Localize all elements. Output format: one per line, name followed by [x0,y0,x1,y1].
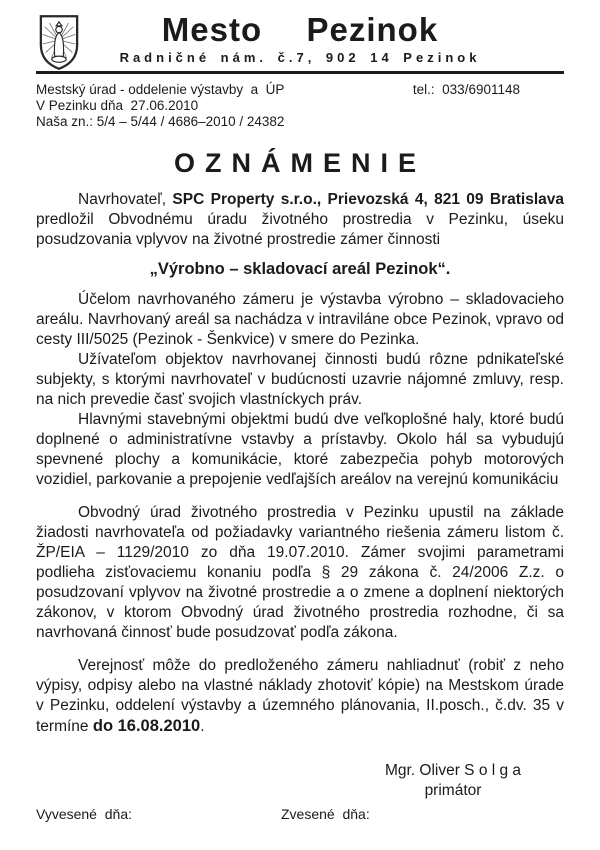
public-notice-text: Verejnosť môže do predloženého zámeru nahliadnuť (robiť z neho výpisy, odpisy alebo na vlastné náklady zhotoviť kópie) na Mestskom úrade v Pezinku, oddelení výstavby a územného plánovania, II.posch., č.dv. 35 v termíne [36,657,564,735]
applicant-name: SPC Property s.r.o., Prievozská 4, 821 09 Bratislava [172,191,564,208]
phone-line: tel.: 033/6901148 [412,82,520,97]
intro-lead: Navrhovateľ, [78,191,173,208]
paragraph-users: Užívateľom objektov navrhovanej činnosti budú rôzne pdnikateľské subjekty, s ktorými navrhovateľ v budúcnosti uzavrie nájomné zmluvy, resp. na nich prevedie časť svojich vlastníckych práv. [36,351,564,408]
meta-block [36,82,564,130]
public-notice-end: . [200,718,205,735]
paragraph-buildings: Hlavnými stavebnými objektmi budú dve veľkoplošné haly, ktoré budú doplnené o administratívne vstavby a prístavby. Okolo hál sa vybudujú spevnené plochy a komunikácie, ktoré zabezpečia pohyb motorových vozidiel, parkovanie a prepojenie vedľajších areálov na verejnú komunikáciu [36,411,564,488]
signature-block [368,761,538,801]
subject-line: „Výrobno – skladovací areál Pezinok“. [149,260,451,278]
city-address: Radničné nám. č.7, 902 14 Pezinok [119,50,481,65]
meta-left [36,82,284,130]
intro-rest: predložil Obvodnému úradu životného prostredia v Pezinku, úseku posudzovania vplyvov na životné prostredie zámer činnosti [36,211,564,248]
reference-line: Naša zn.: 5/4 – 5/44 / 4686–2010 / 24382 [36,114,285,129]
paragraph-purpose: Účelom navrhovaného zámeru je výstavba výrobno – skladovacieho areálu. Navrhovaný areál sa nachádza v intraviláne obce Pezinok, vpravo od cesty III/5025 (Pezinok - Šenkvice) v smere do Pezinka. [36,291,564,348]
signer-name: Mgr. Oliver S o l g a [384,762,522,779]
deadline-date: do 16.08.2010 [92,717,201,735]
document-title: OZNÁMENIE [174,148,426,178]
office-line: Mestský úrad - oddelenie výstavby a ÚP [36,82,285,97]
pezinok-coat-of-arms-icon [38,14,80,72]
letterhead-divider [36,71,564,74]
intro-paragraph [36,190,564,250]
city-title: Mesto Pezinok [161,11,439,48]
paragraph-procedure: Obvodný úrad životného prostredia v Pezinku upustil na základe žiadosti navrhovateľa od požiadavky variantného riešenia zámeru listom č. ŽP/EIA – 1129/2010 zo dňa 19.07.2010. Zámer svojimi parametrami podlieha zisťovaciemu konaniu podľa § 29 zákona č. 24/2006 Z.z. o posudzovaní vplyvov na životné prostredie a o zmene a doplnení niektorých zákonov, v ktorom Obvodný úrad životného prostredia rozhodne, či sa navrhovaná činnosť bude posudzovať podľa zákona. [36,504,564,641]
signer-title: primátor [424,782,482,799]
paragraph-public-notice [36,656,564,737]
date-line: V Pezinku dňa 27.06.2010 [36,98,199,113]
posted-date-label: Vyvesené dňa: [36,806,132,822]
letterhead [36,12,564,66]
removed-date-label: Zvesené dňa: [281,806,370,822]
